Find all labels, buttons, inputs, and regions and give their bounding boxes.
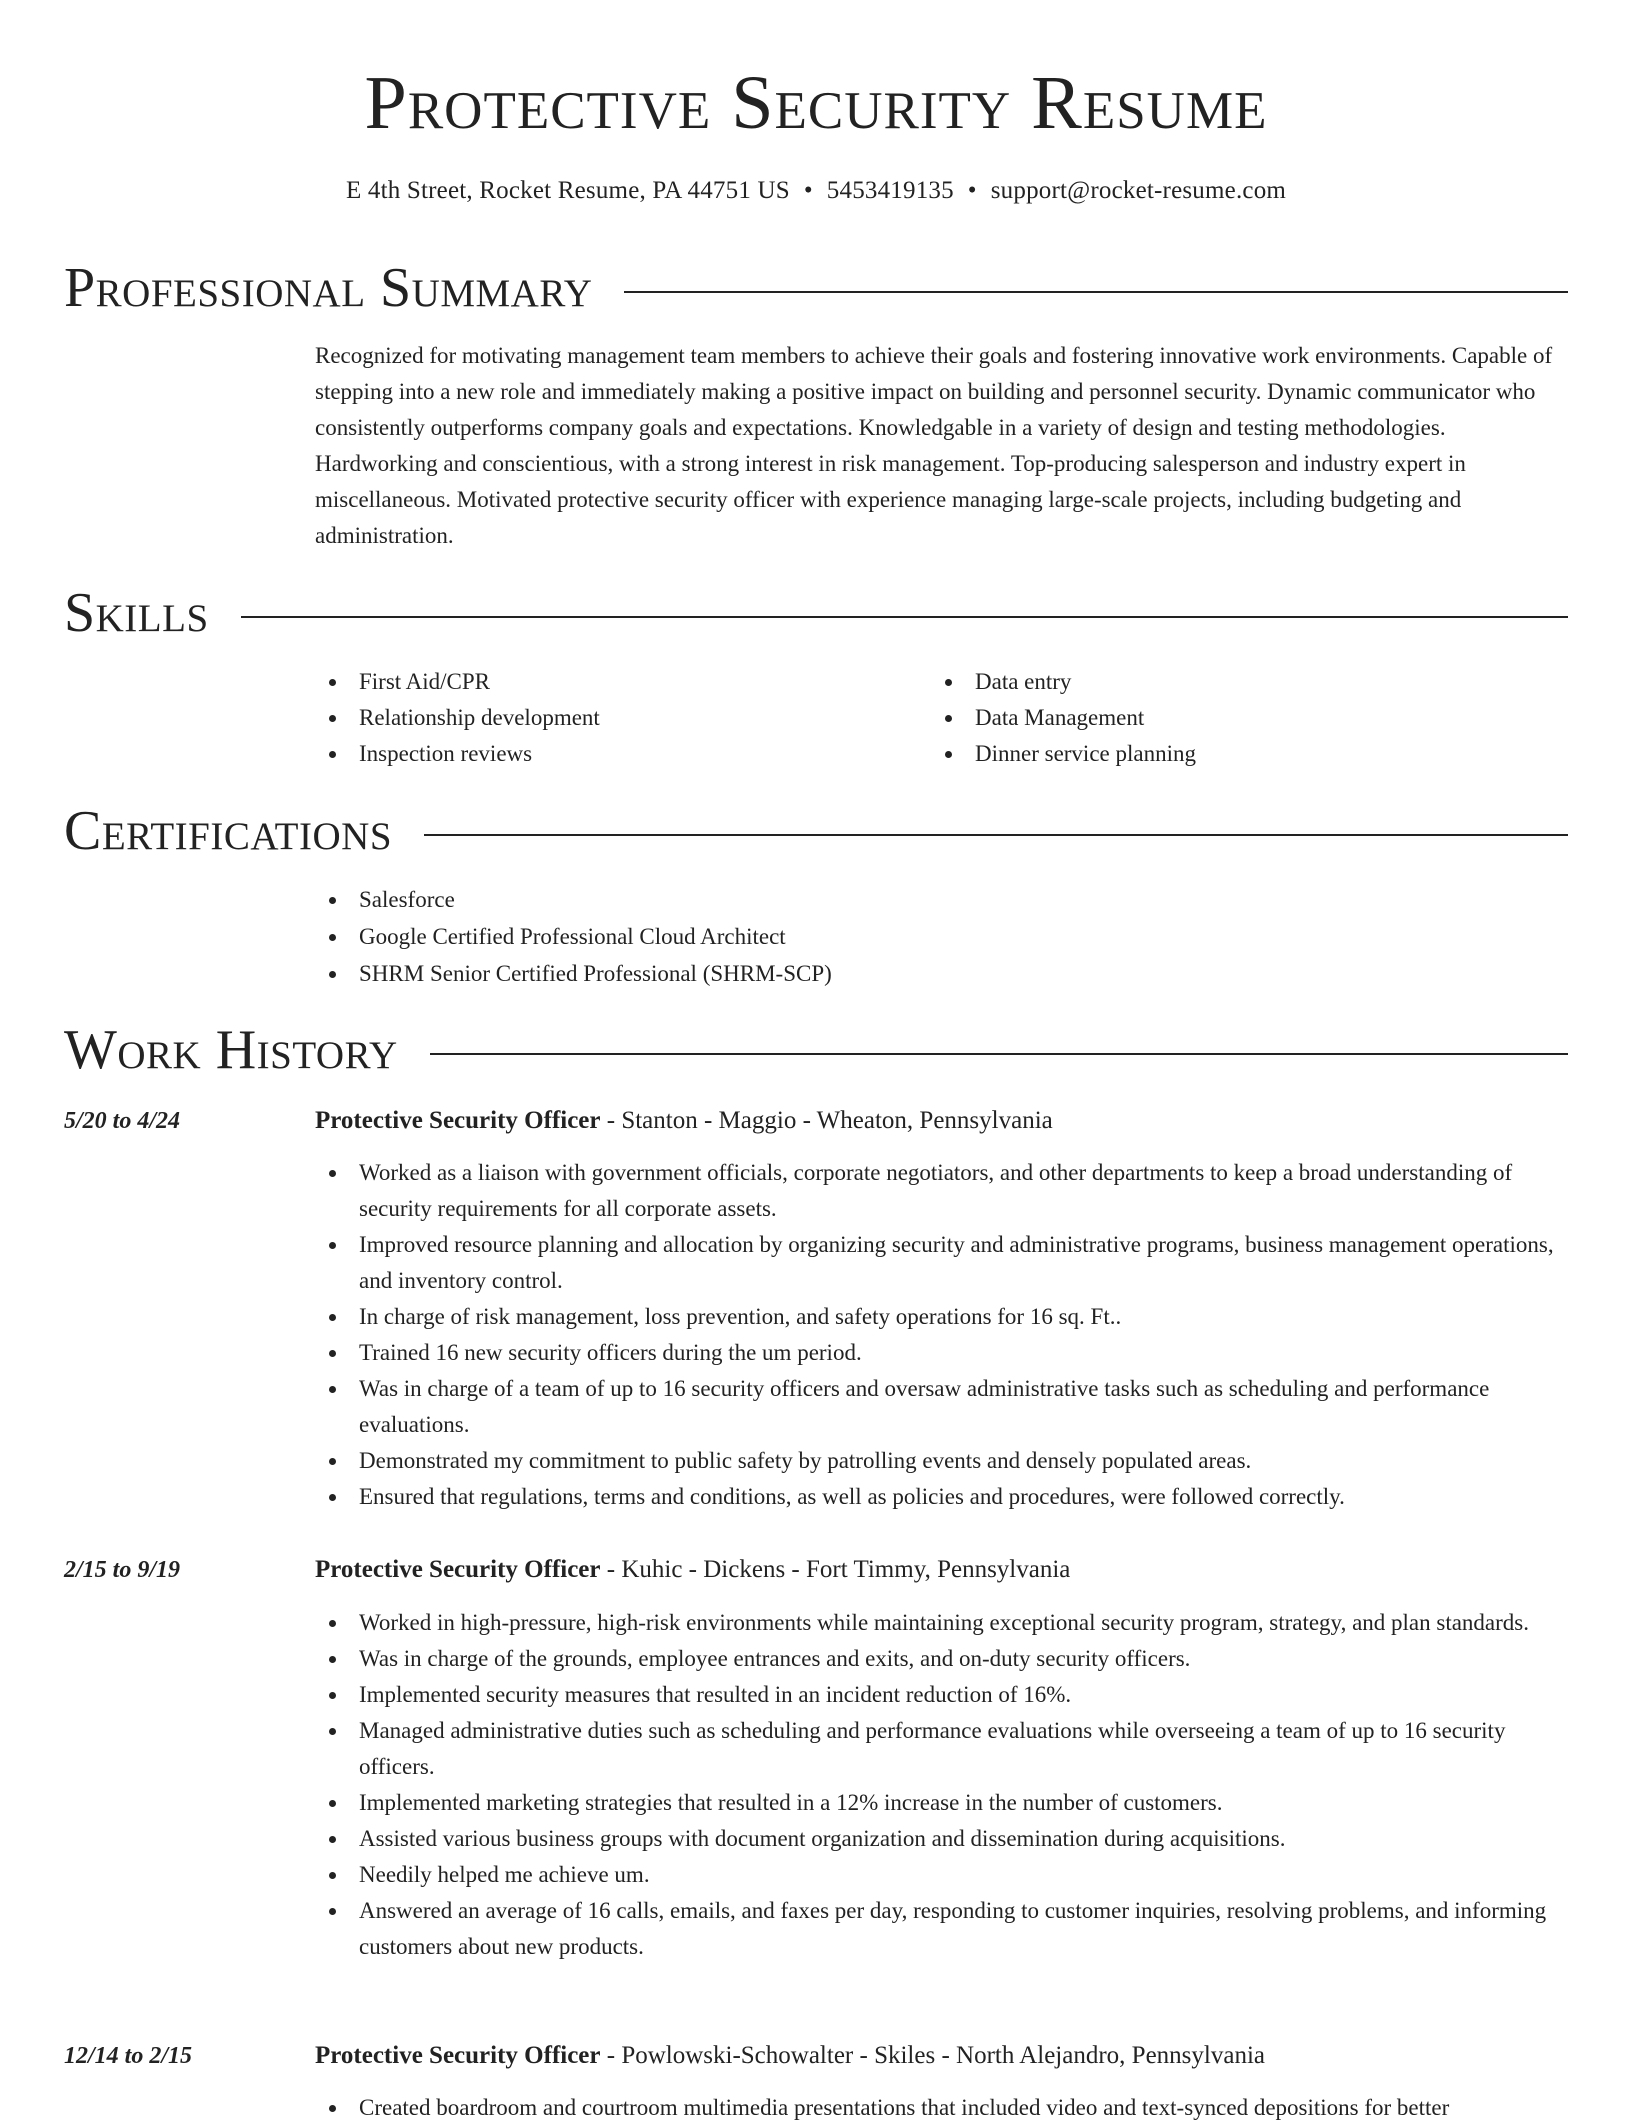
resume-title: Protective Security Resume <box>364 61 1268 145</box>
job-heading <box>315 1552 1570 1588</box>
job-duty: Trained 16 new security officers during the um period. <box>315 1335 1570 1371</box>
job-duty: Assisted various business groups with document organization and dissemination during acquisitions. <box>315 1821 1570 1857</box>
job-duty: Improved resource planning and allocation by organizing security and administrative programs, business management operations, and inventory control. <box>315 1227 1570 1299</box>
job-heading <box>315 1103 1570 1139</box>
section-divider <box>424 834 1568 836</box>
job-company: - Powlowski-Schowalter - Skiles - North Alejandro, Pennsylvania <box>600 2042 1265 2069</box>
address: E 4th Street, Rocket Resume, PA 44751 US <box>345 177 790 204</box>
job-duty: Demonstrated my commitment to public safety by patrolling events and densely populated areas. <box>315 1443 1570 1479</box>
skill-item: Dinner service planning <box>931 736 1491 772</box>
skills-list-right <box>931 664 1491 772</box>
job-duty: Implemented security measures that resulted in an incident reduction of 16%. <box>315 1677 1570 1713</box>
job-dates: 12/14 to 2/15 <box>64 2043 193 2069</box>
job-duty: Worked as a liaison with government officials, corporate negotiators, and other departments to keep a broad understanding of security requirements for all corporate assets. <box>315 1155 1570 1227</box>
section-divider <box>624 291 1568 293</box>
job-duty: In charge of risk management, loss prevention, and safety operations for 16 sq. Ft.. <box>315 1299 1570 1335</box>
summary-section-header <box>64 258 1568 318</box>
job-dates: 5/20 to 4/24 <box>64 1108 181 1134</box>
job-title: Protective Security Officer <box>315 2042 601 2069</box>
summary-text: Recognized for motivating management team members to achieve their goals and fostering innovative work environments. Capable of stepping into a new role and immediately making a positive impact on building and personnel security. Dynamic communicator who consistently outperforms company goals and expectations. Knowledgable in a variety of design and testing methodologies. Hardworking and conscientious, with a strong interest in risk management. Top-producing salesperson and industry expert in miscellaneous. Motivated protective security officer with experience managing large-scale projects, including budgeting and administration. <box>315 343 1553 548</box>
job-duty: Ensured that regulations, terms and conditions, as well as policies and procedures, were followed correctly. <box>315 1479 1570 1515</box>
job-duty: Managed administrative duties such as scheduling and performance evaluations while overseeing a team of up to 16 security officers. <box>315 1713 1570 1785</box>
job-company: - Kuhic - Dickens - Fort Timmy, Pennsylvania <box>600 1556 1071 1583</box>
section-divider <box>241 616 1568 618</box>
skills-list-left <box>315 664 875 772</box>
contact-separator: • <box>967 177 977 204</box>
job-duties-list <box>315 1155 1570 1515</box>
certification-item: Google Certified Professional Cloud Architect <box>315 919 1215 955</box>
job-duties-list <box>315 1605 1570 1965</box>
job-company: - Stanton - Maggio - Wheaton, Pennsylvania <box>600 1107 1053 1134</box>
email: support@rocket-resume.com <box>990 177 1287 204</box>
summary-heading: Professional Summary <box>64 257 593 319</box>
job-duty: Implemented marketing strategies that resulted in a 12% increase in the number of customers. <box>315 1785 1570 1821</box>
skill-item: Data Management <box>931 700 1491 736</box>
job-dates: 2/15 to 9/19 <box>64 1557 181 1583</box>
job-title: Protective Security Officer <box>315 1556 601 1583</box>
phone: 5453419135 <box>826 177 954 204</box>
certifications-section-header <box>64 801 1568 861</box>
skill-item: Data entry <box>931 664 1491 700</box>
job-title: Protective Security Officer <box>315 1107 601 1134</box>
skill-item: Inspection reviews <box>315 736 875 772</box>
job-duty: Worked in high-pressure, high-risk environments while maintaining exceptional security program, strategy, and plan standards. <box>315 1605 1570 1641</box>
job-heading <box>315 2038 1570 2074</box>
job-duty: Needily helped me achieve um. <box>315 1857 1570 1893</box>
skill-item: Relationship development <box>315 700 875 736</box>
job-duty: Created boardroom and courtroom multimedia presentations that included video and text-synced depositions for better <box>315 2090 1570 2126</box>
job-duties-list <box>315 2090 1570 2126</box>
skills-heading: Skills <box>64 582 209 644</box>
certifications-list <box>315 882 1215 993</box>
job-duty: Answered an average of 16 calls, emails, and faxes per day, responding to customer inquiries, resolving problems, and informing customers about new products. <box>315 1893 1570 1965</box>
skills-section-header <box>64 583 1568 643</box>
certification-item: SHRM Senior Certified Professional (SHRM-SCP) <box>315 956 1215 992</box>
certifications-heading: Certifications <box>64 800 393 862</box>
work-history-heading: Work History <box>64 1019 398 1081</box>
section-divider <box>430 1053 1568 1055</box>
certification-item: Salesforce <box>315 882 1215 918</box>
skill-item: First Aid/CPR <box>315 664 875 700</box>
work-history-section-header <box>64 1020 1568 1080</box>
contact-separator: • <box>803 177 813 204</box>
contact-line <box>0 176 1632 206</box>
job-duty: Was in charge of the grounds, employee entrances and exits, and on-duty security officers. <box>315 1641 1570 1677</box>
job-duty: Was in charge of a team of up to 16 security officers and oversaw administrative tasks such as scheduling and performance evaluations. <box>315 1371 1570 1443</box>
